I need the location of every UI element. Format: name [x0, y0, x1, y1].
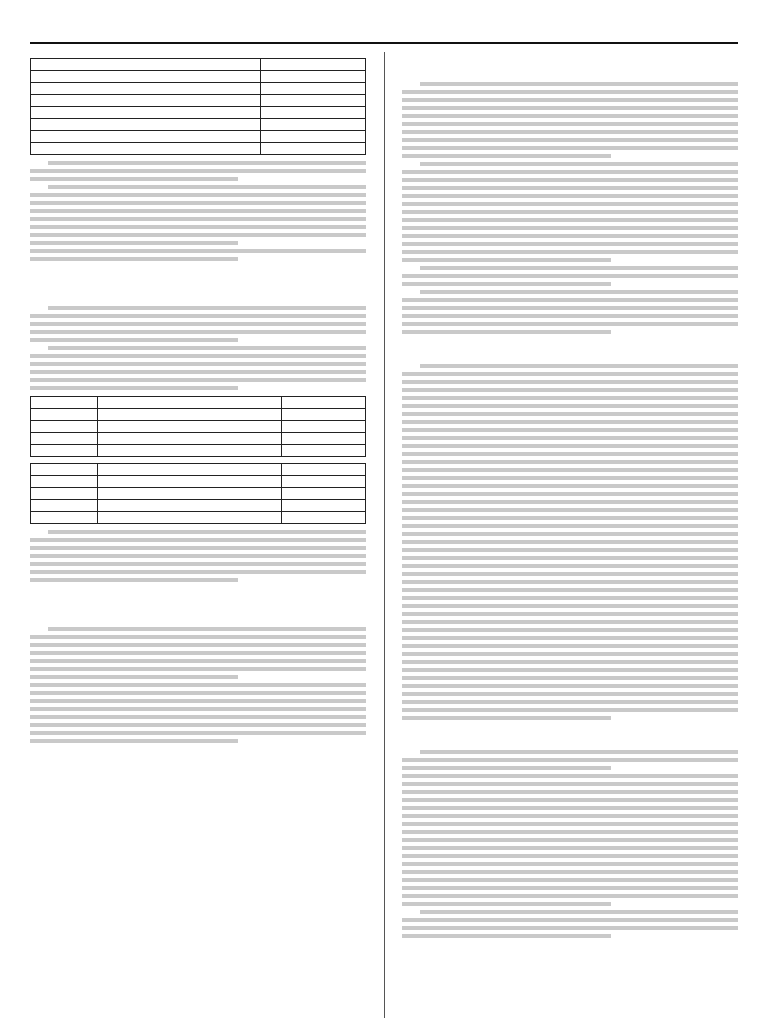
paragraph — [402, 162, 738, 262]
section-title — [402, 732, 738, 744]
paragraph — [30, 530, 366, 582]
paragraph — [30, 346, 366, 390]
paragraph — [402, 290, 738, 334]
header-rule — [30, 42, 738, 44]
left-column — [30, 52, 366, 1018]
right-column — [402, 52, 738, 1018]
paragraph — [402, 266, 738, 286]
budget-table — [30, 463, 366, 524]
column-divider — [384, 52, 385, 1018]
paragraph — [30, 185, 366, 245]
paragraph — [30, 306, 366, 342]
paragraph — [30, 161, 366, 181]
paragraph — [402, 82, 738, 158]
paragraph — [402, 910, 738, 938]
page-header — [30, 14, 738, 38]
section-title — [30, 288, 366, 300]
section-title — [402, 64, 738, 76]
paragraph — [30, 627, 366, 679]
budget-table — [30, 58, 366, 155]
paragraph — [30, 249, 366, 261]
section-title — [30, 609, 366, 621]
section-title — [402, 346, 738, 358]
paragraph — [30, 683, 366, 743]
paragraph — [402, 364, 738, 720]
text-columns — [30, 52, 738, 1018]
announcement-reference — [30, 586, 366, 597]
requirements-list — [402, 774, 738, 906]
budget-table — [30, 396, 366, 457]
paragraph — [402, 750, 738, 770]
announcement-reference — [30, 265, 366, 276]
